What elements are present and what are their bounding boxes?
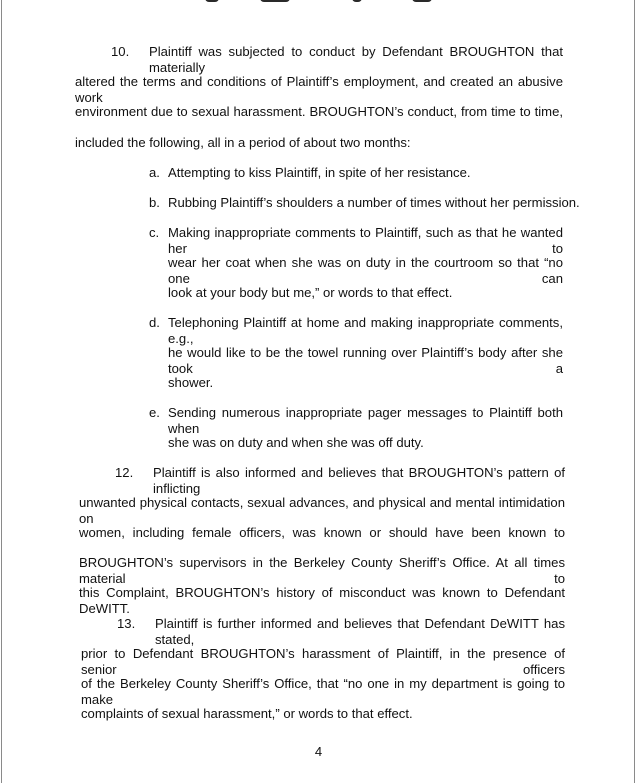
paragraph-line: included the following, all in a period of about two months: xyxy=(75,135,411,150)
cropped-previous-text xyxy=(0,0,637,2)
list-item-letter: e. xyxy=(149,405,160,420)
list-item-letter: c. xyxy=(149,225,160,240)
paragraph-number: 13. xyxy=(117,616,136,631)
paragraph-line: environment due to sexual harassment. BROUGHTON’s conduct, from time to time, xyxy=(75,104,563,119)
list-item-text: shower. xyxy=(168,375,214,390)
list-item-text: Rubbing Plaintiff’s shoulders a number of times without her permission. xyxy=(168,195,580,210)
paragraph-line: prior to Defendant BROUGHTON’s harassment of Plaintiff, in the presence of senior officers xyxy=(81,646,565,677)
list-item-letter: d. xyxy=(149,315,160,330)
page-left-edge xyxy=(1,0,2,783)
list-item-text: Telephoning Plaintiff at home and making inappropriate comments, e.g., xyxy=(168,315,563,346)
list-item-text: look at your body but me,” or words to that effect. xyxy=(168,285,453,300)
list-item-letter: a. xyxy=(149,165,160,180)
paragraph-line: this Complaint, BROUGHTON’s history of misconduct was known to Defendant DeWITT. xyxy=(79,585,565,616)
paragraph-line: altered the terms and conditions of Plaintiff’s employment, and created an abusive work xyxy=(75,74,563,105)
page-number: 4 xyxy=(314,744,323,759)
paragraph-line: women, including female officers, was known or should have been known to xyxy=(79,525,565,540)
page-right-edge xyxy=(634,0,635,783)
paragraph-line: Plaintiff is also informed and believes that BROUGHTON’s pattern of inflicting xyxy=(153,465,565,496)
paragraph-line: BROUGHTON’s supervisors in the Berkeley County Sheriff’s Office. At all times material to xyxy=(79,555,565,586)
paragraph-line: unwanted physical contacts, sexual advances, and physical and mental intimidation on xyxy=(79,495,565,526)
list-item-text: Making inappropriate comments to Plaintiff, such as that he wanted her to xyxy=(168,225,563,256)
list-item-text: he would like to be the towel running over Plaintiff’s body after she took a xyxy=(168,345,563,376)
paragraph-line: Plaintiff was subjected to conduct by Defendant BROUGHTON that materially xyxy=(149,44,563,75)
list-item-letter: b. xyxy=(149,195,160,210)
list-item-text: Sending numerous inappropriate pager messages to Plaintiff both when xyxy=(168,405,563,436)
paragraph-number: 12. xyxy=(115,465,134,480)
paragraph-number: 10. xyxy=(111,44,130,59)
paragraph-line: of the Berkeley County Sheriff’s Office, that “no one in my department is going to make xyxy=(81,676,565,707)
paragraph-line: complaints of sexual harassment,” or words to that effect. xyxy=(81,706,413,721)
paragraph-line: Plaintiff is further informed and believes that Defendant DeWITT has stated, xyxy=(155,616,565,647)
list-item-text: wear her coat when she was on duty in the courtroom so that “no one can xyxy=(168,255,563,286)
list-item-text: Attempting to kiss Plaintiff, in spite of her resistance. xyxy=(168,165,471,180)
list-item-text: she was on duty and when she was off duty. xyxy=(168,435,424,450)
